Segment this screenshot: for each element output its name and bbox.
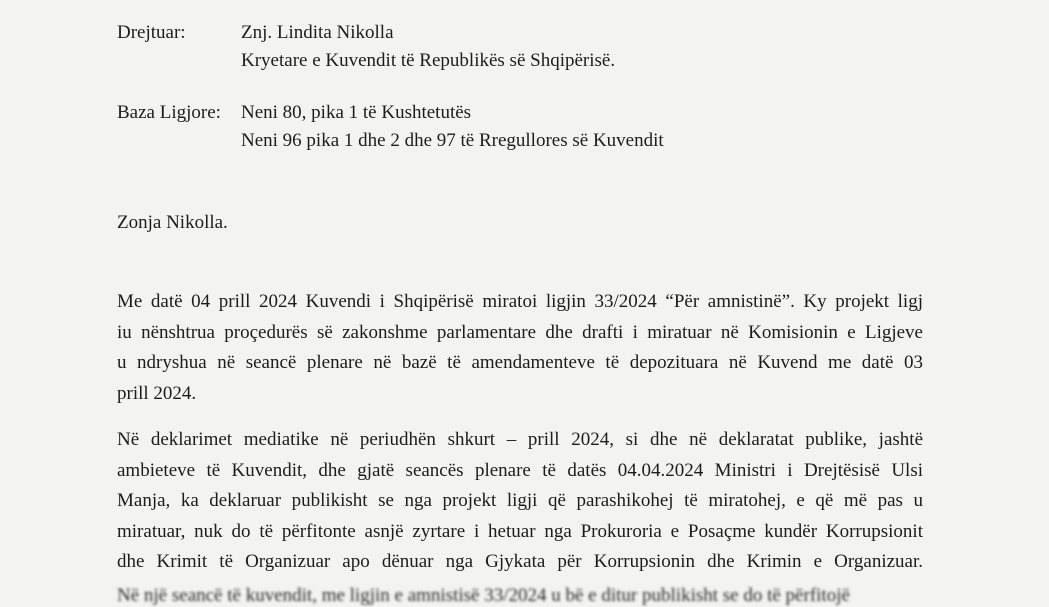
cut-off-line: Në një seancë të kuvendit, me ligjin e amnistisë 33/2024 u bë e ditur publikisht se do të përfitojë — [117, 585, 850, 606]
addressee-title: Kryetare e Kuvendit të Republikës së Shqipërisë. — [241, 50, 616, 71]
paragraph-1-line: prill 2024. — [117, 382, 197, 404]
paragraph-1-line: Me datë 04 prill 2024 Kuvendi i Shqipërisë miratoi ligjin 33/2024 “Për amnistinë”. Ky projekt ligj — [117, 291, 923, 312]
addressee-label: Drejtuar: — [117, 22, 186, 43]
paragraph-1-line: iu nënshtrua proçedurës së zakonshme parlamentare dhe drafti i miratuar në Komisionin e Ligjeve — [117, 321, 923, 343]
paragraph-2-line: dhe Krimit të Organizuar apo dënuar nga Gjykata për Korrupsionin dhe Krimin e Organizuar. — [117, 551, 923, 572]
paragraph-2-line: ambieteve të Kuvendit, dhe gjatë seancës plenare të datës 04.04.2024 Ministri i Drejtësisë Ulsi — [117, 459, 923, 481]
salutation: Zonja Nikolla. — [117, 212, 228, 233]
legal-basis-line-2: Neni 96 pika 1 dhe 2 dhe 97 të Rregullores së Kuvendit — [241, 130, 664, 151]
legal-basis-line-1: Neni 80, pika 1 të Kushtetutës — [241, 102, 472, 123]
paragraph-2-line: Në deklarimet mediatike në periudhën shkurt – prill 2024, si dhe në deklaratat publike, jashtë — [117, 429, 923, 450]
paragraph-2-line: Manja, ka deklaruar publikisht se nga projekt ligji që parashikohej të miratohej, e që më pas u — [117, 490, 923, 511]
paragraph-2-line: miratuar, nuk do të përfitonte asnjë zyrtare i hetuar nga Prokuroria e Posaçme kundër Korrupsionit — [117, 520, 923, 542]
addressee-name: Znj. Lindita Nikolla — [241, 22, 394, 43]
legal-basis-label: Baza Ligjore: — [117, 102, 221, 123]
paragraph-1-line: u ndryshua në seancë plenare në bazë të amendamenteve të depozituara në Kuvend me datë 03 — [117, 352, 923, 373]
paragraph-1 — [117, 287, 923, 409]
paragraph-2 — [117, 425, 923, 578]
